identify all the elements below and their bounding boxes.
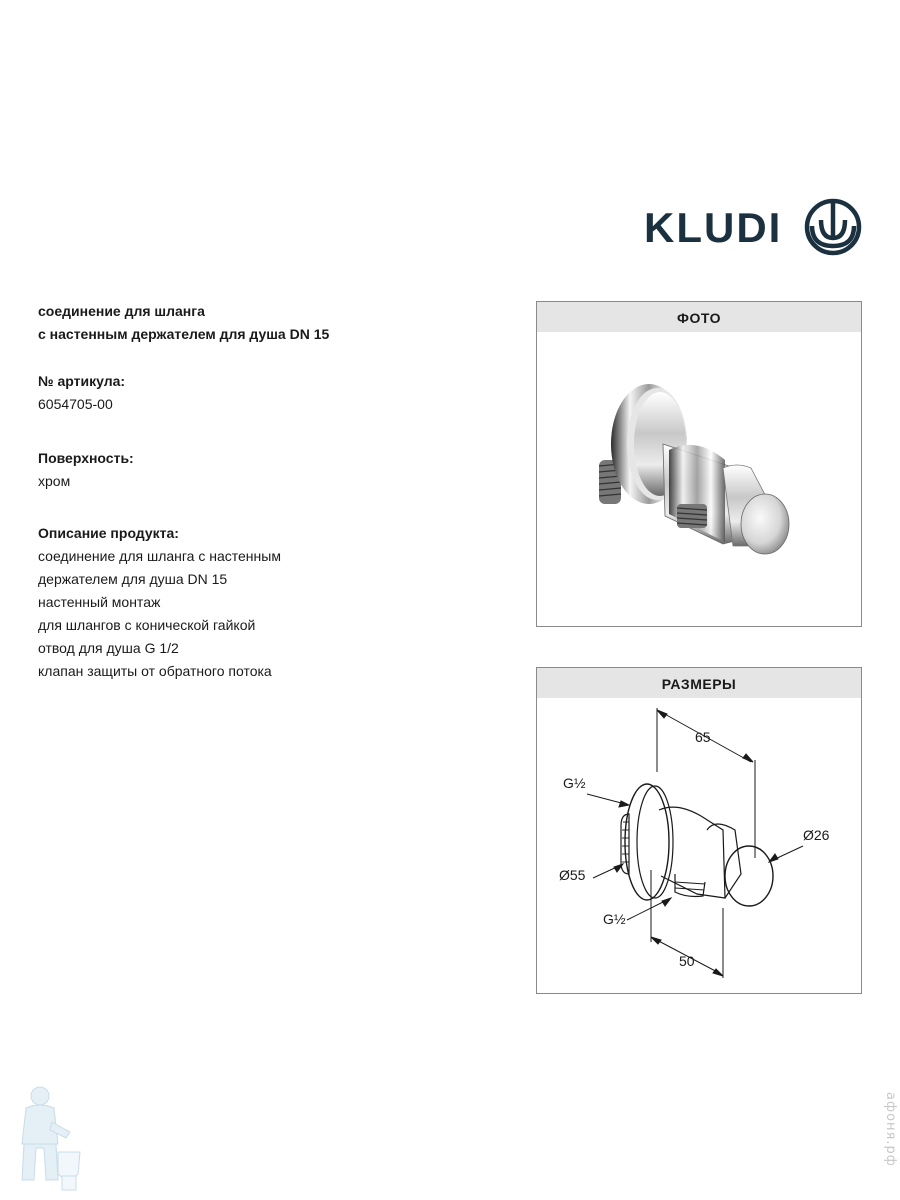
product-title [38, 300, 498, 346]
dim-diameter-cap: Ø26 [803, 827, 830, 843]
product-title-line: с настенным держателем для душа DN 15 [38, 326, 330, 342]
description-block [38, 522, 498, 683]
description-line: держателем для душа DN 15 [38, 571, 228, 587]
product-photo [537, 332, 861, 626]
description-line: клапан защиты от обратного потока [38, 663, 272, 679]
description-line: для шлангов с конической гайкой [38, 617, 256, 633]
dimension-drawing-svg [537, 698, 861, 993]
dimensions-panel-header: РАЗМЕРЫ [537, 668, 861, 698]
dim-diameter-plate: Ø55 [559, 867, 586, 883]
description-line: настенный монтаж [38, 594, 161, 610]
product-photo-image [537, 332, 861, 626]
surface-label: Поверхность: [38, 450, 134, 466]
site-watermark: афоня.рф [883, 1092, 898, 1167]
dimensions-panel [536, 667, 862, 994]
dimension-drawing [537, 698, 861, 993]
article-value: 6054705-00 [38, 396, 113, 412]
kludi-logo [644, 198, 864, 258]
article-label: № артикула: [38, 373, 126, 389]
description-line: соединение для шланга с настенным [38, 548, 281, 564]
photo-panel [536, 301, 862, 627]
dim-depth-bottom: 50 [679, 953, 695, 969]
product-title-line: соединение для шланга [38, 303, 205, 319]
dim-width-top: 65 [695, 729, 711, 745]
description-line: отвод для душа G 1/2 [38, 640, 179, 656]
surface-value: хром [38, 473, 71, 489]
photo-panel-header: ФОТО [537, 302, 861, 332]
product-info [38, 300, 498, 707]
brand-name: KLUDI [644, 204, 783, 251]
dim-thread-top: G½ [563, 775, 586, 791]
description-label: Описание продукта: [38, 525, 179, 541]
kludi-emblem-icon [804, 198, 862, 256]
article-block [38, 370, 498, 416]
dim-thread-bottom: G½ [603, 911, 626, 927]
surface-block [38, 447, 498, 493]
plumber-mascot-watermark-icon [6, 1082, 84, 1194]
